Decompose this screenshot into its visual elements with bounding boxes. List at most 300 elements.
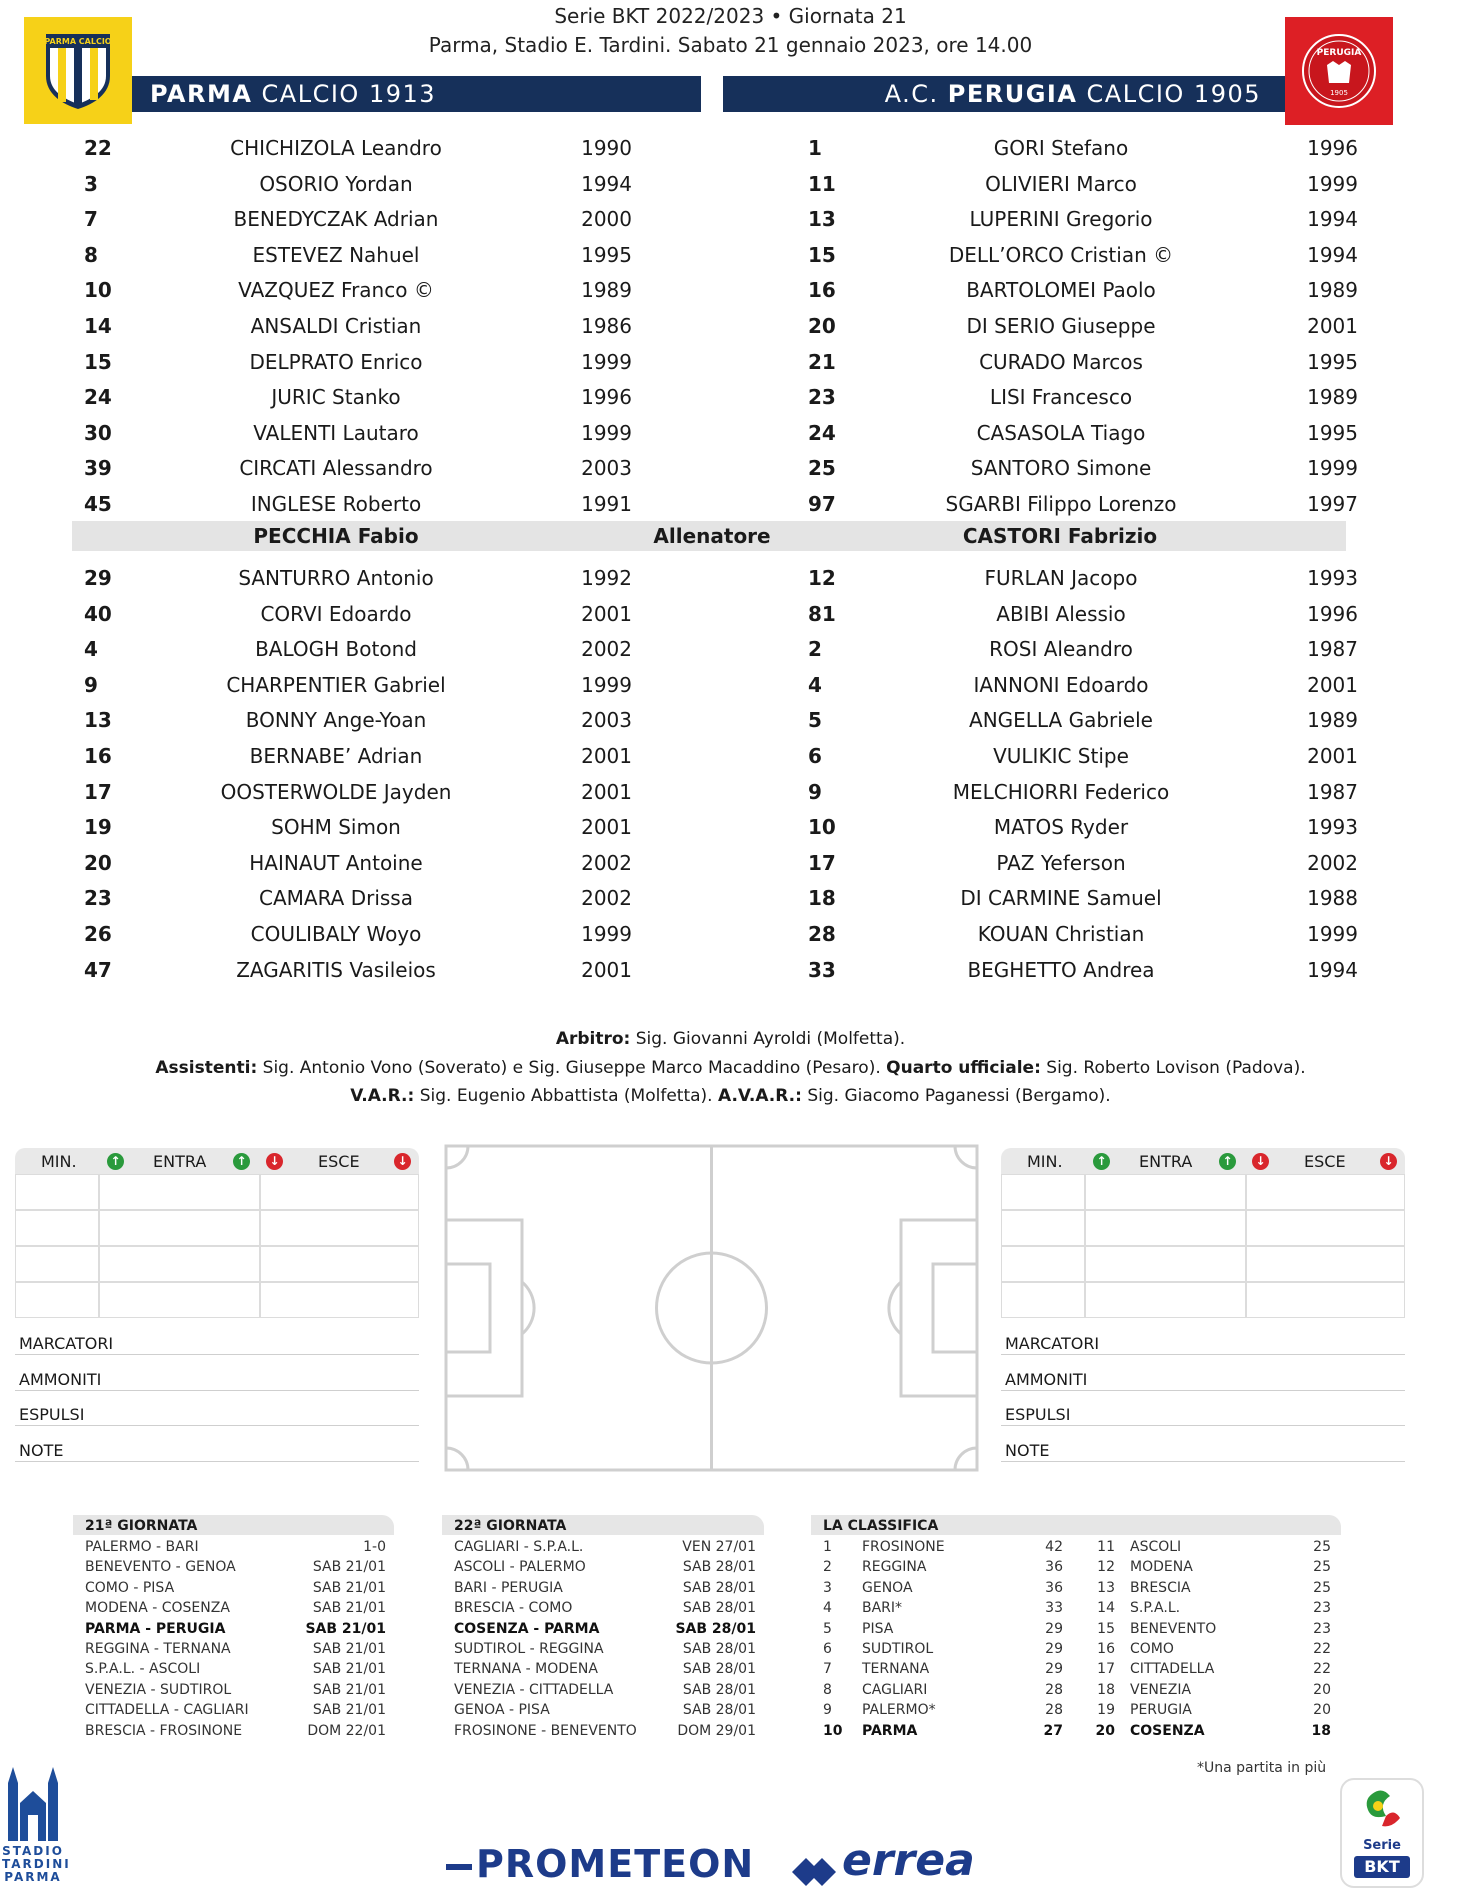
player-row <box>0 273 1461 308</box>
prometeon-text: PROMETEON <box>476 1842 755 1886</box>
player-number: 19 <box>84 815 112 840</box>
parma-logo-text: PARMA CALCIO <box>44 37 112 46</box>
event-note: NOTE <box>1001 1440 1405 1462</box>
away-team-name-pre: A.C. <box>884 80 948 108</box>
sub-out-icon: ↓ <box>394 1153 411 1170</box>
player-name: CASASOLA Tiago <box>976 420 1146 445</box>
event-ammoniti: AMMONITI <box>15 1369 419 1391</box>
standings-row <box>811 1680 1341 1700</box>
player-name: ROSI Aleandro <box>989 637 1133 662</box>
player-number: 2 <box>808 637 822 662</box>
player-number: 13 <box>84 708 112 733</box>
away-team-band <box>723 76 1285 112</box>
match-info: SAB 21/01 <box>312 1559 386 1576</box>
player-birth-year: 1987 <box>1307 779 1358 804</box>
player-row <box>0 416 1461 451</box>
out-header: ESCE <box>1304 1152 1346 1171</box>
match-row <box>73 1680 394 1700</box>
match-info-line2: Parma, Stadio E. Tardini. Sabato 21 gennaio 2023, ore 14.00 <box>428 33 1033 57</box>
player-birth-year: 1999 <box>1307 922 1358 946</box>
standing-team: REGGINA <box>862 1559 927 1576</box>
away-team-name-bold: PERUGIA <box>947 80 1078 108</box>
subs-cell <box>99 1246 260 1282</box>
match-row <box>442 1537 764 1557</box>
player-row <box>0 487 1461 522</box>
player-birth-year: 1993 <box>1307 815 1358 840</box>
standings-row <box>811 1598 1341 1618</box>
player-number: 23 <box>808 385 836 410</box>
match-info: SAB 28/01 <box>682 1600 756 1617</box>
player-number: 17 <box>84 779 112 804</box>
match-info: SAB 21/01 <box>312 1579 386 1596</box>
standing-points: 33 <box>1045 1600 1063 1617</box>
subs-cell <box>15 1282 99 1318</box>
fourth-official-label: Quarto ufficiale: <box>886 1058 1041 1078</box>
football-pitch-diagram <box>444 1144 979 1472</box>
var-label: V.A.R.: <box>350 1086 415 1106</box>
match-row <box>442 1680 764 1700</box>
standing-team: PARMA <box>862 1722 918 1739</box>
standing-points: 36 <box>1045 1559 1063 1576</box>
event-marcatori: MARCATORI <box>15 1333 419 1355</box>
subs-cell <box>260 1210 419 1246</box>
player-name: IANNONI Edoardo <box>973 672 1149 697</box>
parma-crest-icon <box>44 32 112 110</box>
player-name: DI CARMINE Samuel <box>960 886 1162 911</box>
match-info: SAB 28/01 <box>682 1559 756 1576</box>
player-name: DELPRATO Enrico <box>249 349 423 374</box>
player-name: VULIKIC Stipe <box>993 744 1129 768</box>
prometeon-sponsor <box>446 1844 754 1884</box>
player-birth-year: 1986 <box>581 314 632 338</box>
standings-row <box>811 1578 1341 1598</box>
standings-row <box>811 1700 1341 1720</box>
player-birth-year: 1999 <box>581 420 632 445</box>
perugia-logo-text: PERUGIA <box>1316 48 1362 58</box>
fourth-official-text: Sig. Roberto Lovison (Padova). <box>1040 1058 1306 1078</box>
match-row <box>442 1721 764 1741</box>
standing-position: 18 <box>1097 1681 1115 1698</box>
player-number: 24 <box>84 385 112 410</box>
errea-logo-icon <box>792 1849 836 1877</box>
standing-team: SUDTIROL <box>862 1641 934 1657</box>
player-name: LISI Francesco <box>989 385 1133 410</box>
player-birth-year: 1996 <box>1307 601 1358 626</box>
standing-points: 28 <box>1045 1702 1063 1719</box>
referee-text: Sig. Giovanni Ayroldi (Molfetta). <box>630 1029 906 1049</box>
player-name: CORVI Edoardo <box>260 601 412 626</box>
avar-label: A.V.A.R.: <box>717 1086 802 1106</box>
standing-team: BARI* <box>862 1600 903 1617</box>
subs-cell <box>1246 1210 1405 1246</box>
match-info: SAB 21/01 <box>312 1702 386 1719</box>
match-row <box>73 1619 394 1639</box>
match-info: 1-0 <box>363 1539 386 1555</box>
standing-points: 20 <box>1313 1681 1331 1698</box>
league-bkt-text: BKT <box>1354 1856 1410 1878</box>
player-number: 15 <box>84 349 112 374</box>
player-row <box>0 846 1461 881</box>
player-number: 1 <box>808 136 822 160</box>
away-team-name-rest: CALCIO 1905 <box>1077 80 1261 108</box>
subs-cell <box>15 1210 99 1246</box>
sub-out-icon: ↓ <box>1252 1153 1269 1170</box>
player-name: ESTEVEZ Nahuel <box>252 242 420 267</box>
standing-points: 25 <box>1313 1559 1331 1576</box>
match-teams: VENEZIA - CITTADELLA <box>454 1681 614 1698</box>
subs-cell <box>1001 1210 1085 1246</box>
match-teams: BRESCIA - COMO <box>454 1600 573 1617</box>
player-birth-year: 1995 <box>1307 349 1358 374</box>
away-coach: CASTORI Fabrizio <box>962 524 1158 548</box>
player-name: CIRCATI Alessandro <box>239 456 433 481</box>
match-teams: PARMA - PERUGIA <box>85 1620 226 1637</box>
player-birth-year: 1988 <box>1307 886 1358 911</box>
match-row <box>442 1598 764 1618</box>
player-number: 16 <box>84 744 112 768</box>
serie-b-ball-icon <box>1342 1786 1422 1836</box>
match-row <box>73 1700 394 1720</box>
player-birth-year: 2000 <box>581 207 632 232</box>
player-birth-year: 1996 <box>1307 136 1358 160</box>
match-teams: SUDTIROL - REGGINA <box>454 1641 604 1657</box>
standing-position: 17 <box>1097 1661 1115 1678</box>
player-name: CAMARA Drissa <box>259 886 413 911</box>
standing-position: 1 <box>823 1539 832 1555</box>
player-number: 81 <box>808 601 836 626</box>
referee-label: Arbitro: <box>555 1029 631 1049</box>
subs-cell <box>99 1282 260 1318</box>
subs-cell <box>1085 1174 1246 1210</box>
player-number: 18 <box>808 886 836 911</box>
standings-row <box>811 1619 1341 1639</box>
standing-points: 25 <box>1313 1539 1331 1555</box>
player-birth-year: 1994 <box>1307 957 1358 982</box>
match-info: SAB 21/01 <box>312 1600 386 1617</box>
player-birth-year: 1996 <box>581 385 632 410</box>
var-text: Sig. Eugenio Abbattista (Molfetta). <box>414 1086 718 1106</box>
player-birth-year: 1995 <box>581 242 632 267</box>
event-marcatori: MARCATORI <box>1001 1333 1405 1355</box>
standing-points: 20 <box>1313 1702 1331 1719</box>
player-number: 7 <box>84 207 98 232</box>
player-name: LUPERINI Gregorio <box>969 207 1153 232</box>
stadium-label-3: PARMA <box>4 1870 62 1884</box>
subs-cell <box>1085 1282 1246 1318</box>
player-number: 11 <box>808 171 836 196</box>
player-birth-year: 2001 <box>1307 744 1358 768</box>
match-info: SAB 21/01 <box>312 1661 386 1678</box>
standing-team: FROSINONE <box>862 1539 945 1555</box>
subs-cell <box>1001 1246 1085 1282</box>
player-name: VAZQUEZ Franco © <box>238 278 434 303</box>
player-birth-year: 1987 <box>1307 637 1358 662</box>
standings-footnote: *Una partita in più <box>1197 1760 1327 1776</box>
home-team-name-bold: PARMA <box>150 80 253 108</box>
var-line <box>0 1085 1461 1107</box>
player-name: SANTORO Simone <box>970 456 1152 481</box>
assistants-label: Assistenti: <box>155 1058 258 1078</box>
standing-position: 8 <box>823 1681 832 1698</box>
player-name: DELL’ORCO Cristian © <box>948 242 1174 267</box>
player-name: ABIBI Alessio <box>996 601 1126 626</box>
standing-position: 13 <box>1097 1579 1115 1596</box>
player-name: OSORIO Yordan <box>259 171 413 196</box>
sub-in-icon: ↑ <box>233 1153 250 1170</box>
home-team-band <box>132 76 701 112</box>
prometeon-mark-icon <box>446 1864 472 1870</box>
match-row <box>442 1659 764 1679</box>
round22-title: 22ª GIORNATA <box>442 1515 764 1535</box>
coach-label: Allenatore <box>653 524 771 548</box>
min-header: MIN. <box>1027 1152 1063 1171</box>
player-name: BEGHETTO Andrea <box>967 957 1155 982</box>
player-name: OLIVIERI Marco <box>985 171 1137 196</box>
player-number: 21 <box>808 349 836 374</box>
player-birth-year: 1999 <box>581 349 632 374</box>
player-number: 4 <box>808 672 822 697</box>
player-name: SGARBI Filippo Lorenzo <box>945 492 1177 516</box>
player-row <box>0 380 1461 415</box>
player-row <box>0 703 1461 738</box>
subs-cell <box>1246 1174 1405 1210</box>
player-birth-year: 1999 <box>1307 456 1358 481</box>
subs-cell <box>1001 1282 1085 1318</box>
subs-cell <box>1246 1246 1405 1282</box>
sub-in-icon: ↑ <box>1093 1153 1110 1170</box>
standing-team: CAGLIARI <box>862 1681 928 1698</box>
match-info: SAB 21/01 <box>305 1620 386 1637</box>
player-name: VALENTI Lautaro <box>253 420 419 445</box>
player-birth-year: 2001 <box>581 957 632 982</box>
standing-points: 23 <box>1313 1620 1331 1637</box>
player-name: ANGELLA Gabriele <box>969 708 1153 733</box>
player-number: 6 <box>808 744 822 768</box>
player-number: 12 <box>808 566 836 590</box>
player-birth-year: 1994 <box>1307 207 1358 232</box>
player-name: FURLAN Jacopo <box>984 566 1138 590</box>
player-name: BENEDYCZAK Adrian <box>233 207 439 232</box>
player-row <box>0 561 1461 596</box>
player-name: MATOS Ryder <box>993 815 1129 840</box>
standings-row <box>811 1659 1341 1679</box>
player-name: KOUAN Christian <box>977 922 1145 946</box>
player-name: BONNY Ange-Yoan <box>245 708 427 733</box>
player-name: JURIC Stanko <box>271 385 401 410</box>
standing-team: GENOA <box>862 1579 913 1596</box>
match-row <box>442 1557 764 1577</box>
player-name: BARTOLOMEI Paolo <box>966 278 1156 303</box>
match-info: SAB 28/01 <box>682 1681 756 1698</box>
standing-team: S.P.A.L. <box>1130 1600 1181 1617</box>
standing-position: 12 <box>1097 1559 1115 1576</box>
standings-title: LA CLASSIFICA <box>811 1515 1341 1535</box>
player-birth-year: 1999 <box>581 672 632 697</box>
player-birth-year: 1999 <box>1307 171 1358 196</box>
player-birth-year: 2001 <box>1307 314 1358 338</box>
home-coach: PECCHIA Fabio <box>253 524 419 548</box>
sub-in-icon: ↑ <box>1219 1153 1236 1170</box>
player-name: PAZ Yeferson <box>996 850 1126 875</box>
standing-points: 29 <box>1045 1661 1063 1678</box>
match-row <box>73 1537 394 1557</box>
match-info: SAB 28/01 <box>682 1702 756 1719</box>
match-row <box>73 1639 394 1659</box>
player-birth-year: 2001 <box>581 779 632 804</box>
subs-cell <box>15 1174 99 1210</box>
player-birth-year: 1992 <box>581 566 632 590</box>
min-header: MIN. <box>41 1152 77 1171</box>
match-info: VEN 27/01 <box>682 1539 756 1555</box>
player-birth-year: 1995 <box>1307 420 1358 445</box>
player-number: 20 <box>84 850 112 875</box>
home-substitutions-table <box>15 1148 419 1318</box>
stadio-tardini-logo <box>2 1763 71 1884</box>
player-row <box>0 309 1461 344</box>
standing-position: 19 <box>1097 1702 1115 1719</box>
in-header: ENTRA <box>1139 1152 1193 1171</box>
player-number: 29 <box>84 566 112 590</box>
player-row <box>0 632 1461 667</box>
standing-position: 4 <box>823 1600 832 1617</box>
player-name: OOSTERWOLDE Jayden <box>220 779 452 804</box>
player-name: ZAGARITIS Vasileios <box>236 957 436 982</box>
player-birth-year: 1991 <box>581 492 632 516</box>
player-number: 5 <box>808 708 822 733</box>
match-info: SAB 28/01 <box>682 1661 756 1678</box>
player-number: 8 <box>84 242 98 267</box>
match-teams: S.P.A.L. - ASCOLI <box>85 1661 201 1678</box>
standing-team: COMO <box>1130 1641 1174 1657</box>
match-teams: VENEZIA - SUDTIROL <box>85 1681 232 1698</box>
event-espulsi: ESPULSI <box>15 1404 419 1426</box>
subs-header <box>1001 1148 1405 1174</box>
player-birth-year: 1989 <box>1307 278 1358 303</box>
player-number: 24 <box>808 420 836 445</box>
standing-points: 18 <box>1311 1722 1331 1739</box>
player-number: 39 <box>84 456 112 481</box>
match-row <box>442 1619 764 1639</box>
match-teams: BRESCIA - FROSINONE <box>85 1722 243 1739</box>
match-teams: REGGINA - TERNANA <box>85 1641 231 1657</box>
player-birth-year: 1989 <box>581 278 632 303</box>
assistants-text: Sig. Antonio Vono (Soverato) e Sig. Giuseppe Marco Macaddino (Pesaro). <box>257 1058 887 1078</box>
player-number: 14 <box>84 314 112 338</box>
perugia-crest-icon <box>1285 17 1393 125</box>
player-birth-year: 1997 <box>1307 492 1358 516</box>
league-serie-text: Serie <box>1363 1838 1401 1853</box>
standing-team: BRESCIA <box>1130 1579 1191 1596</box>
standing-points: 36 <box>1045 1579 1063 1596</box>
player-row <box>0 202 1461 237</box>
player-name: ANSALDI Cristian <box>250 314 422 338</box>
standing-points: 28 <box>1045 1681 1063 1698</box>
player-name: CHICHIZOLA Leandro <box>230 136 442 160</box>
player-name: SANTURRO Antonio <box>238 566 434 590</box>
subs-cell <box>1085 1210 1246 1246</box>
match-row <box>73 1721 394 1741</box>
standing-position: 11 <box>1097 1539 1115 1555</box>
in-header: ENTRA <box>153 1152 207 1171</box>
match-teams: ASCOLI - PALERMO <box>454 1559 586 1576</box>
standing-points: 29 <box>1045 1641 1063 1657</box>
standing-points: 25 <box>1313 1579 1331 1596</box>
match-info: DOM 22/01 <box>307 1722 386 1739</box>
player-birth-year: 2001 <box>581 601 632 626</box>
player-birth-year: 1989 <box>1307 385 1358 410</box>
standing-position: 9 <box>823 1702 832 1719</box>
player-row <box>0 167 1461 202</box>
player-number: 10 <box>808 815 836 840</box>
player-name: BERNABE’ Adrian <box>249 744 423 768</box>
standing-team: BENEVENTO <box>1130 1620 1217 1637</box>
standing-position: 3 <box>823 1579 832 1596</box>
player-number: 30 <box>84 420 112 445</box>
player-name: GORI Stefano <box>993 136 1129 160</box>
match-teams: CAGLIARI - S.P.A.L. <box>454 1539 584 1555</box>
avar-text: Sig. Giacomo Paganessi (Bergamo). <box>801 1086 1111 1106</box>
match-teams: CITTADELLA - CAGLIARI <box>85 1702 249 1719</box>
player-number: 40 <box>84 601 112 626</box>
match-teams: COMO - PISA <box>85 1579 175 1596</box>
standing-team: MODENA <box>1130 1559 1193 1576</box>
match-row <box>73 1578 394 1598</box>
subs-cell <box>260 1174 419 1210</box>
standings-row <box>811 1721 1341 1741</box>
player-birth-year: 1994 <box>1307 242 1358 267</box>
standing-position: 5 <box>823 1620 832 1637</box>
player-birth-year: 2002 <box>581 637 632 662</box>
event-espulsi: ESPULSI <box>1001 1404 1405 1426</box>
match-teams: TERNANA - MODENA <box>454 1661 598 1678</box>
player-name: MELCHIORRI Federico <box>952 779 1170 804</box>
match-info: SAB 28/01 <box>675 1620 756 1637</box>
match-teams: PALERMO - BARI <box>85 1539 199 1555</box>
match-info: DOM 29/01 <box>677 1722 756 1739</box>
player-birth-year: 2001 <box>581 815 632 840</box>
standing-points: 22 <box>1313 1641 1331 1657</box>
standings-row <box>811 1537 1341 1557</box>
player-name: CURADO Marcos <box>979 349 1143 374</box>
player-birth-year: 2002 <box>581 850 632 875</box>
player-birth-year: 1993 <box>1307 566 1358 590</box>
standing-team: COSENZA <box>1130 1722 1205 1739</box>
player-number: 17 <box>808 850 836 875</box>
player-number: 33 <box>808 957 836 982</box>
perugia-logo <box>1285 17 1393 125</box>
errea-text: errea <box>842 1835 975 1886</box>
standing-position: 15 <box>1097 1620 1115 1637</box>
subs-cell <box>1085 1246 1246 1282</box>
player-number: 28 <box>808 922 836 946</box>
standing-position: 2 <box>823 1559 832 1576</box>
standing-position: 6 <box>823 1641 832 1657</box>
player-row <box>0 131 1461 166</box>
player-number: 23 <box>84 886 112 911</box>
sub-out-icon: ↓ <box>1380 1153 1397 1170</box>
player-name: HAINAUT Antoine <box>249 850 423 875</box>
sub-in-icon: ↑ <box>107 1153 124 1170</box>
match-info: SAB 21/01 <box>312 1681 386 1698</box>
standing-position: 16 <box>1097 1641 1115 1657</box>
standing-points: 22 <box>1313 1661 1331 1678</box>
player-row <box>0 917 1461 952</box>
player-birth-year: 1990 <box>581 136 632 160</box>
player-row <box>0 881 1461 916</box>
match-teams: GENOA - PISA <box>454 1702 550 1719</box>
player-name: CHARPENTIER Gabriel <box>226 672 446 697</box>
match-info: SAB 21/01 <box>312 1641 386 1657</box>
